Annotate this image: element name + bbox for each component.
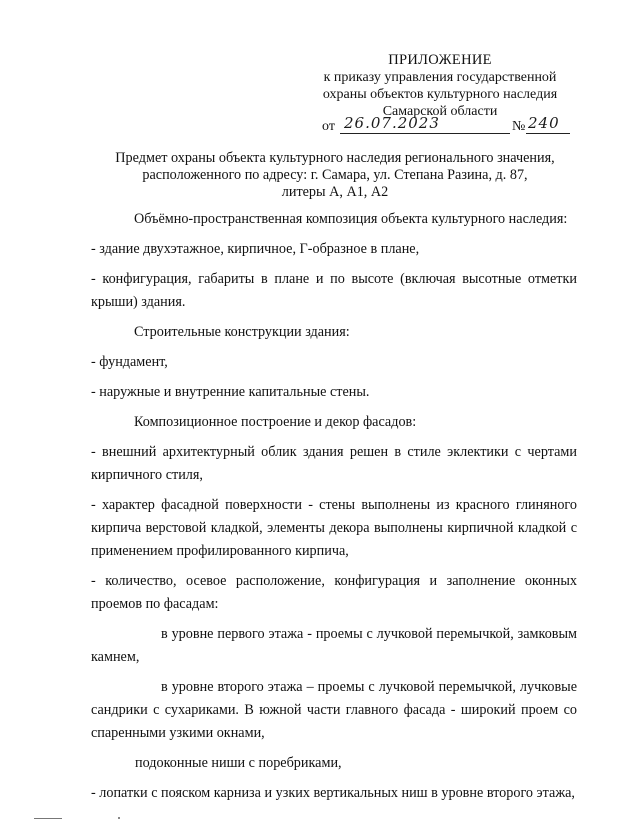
footer-dot bbox=[118, 817, 120, 819]
paragraph-window-openings: - количество, осевое расположение, конфигурация и заполнение оконных проемов по фасадам: bbox=[91, 573, 577, 612]
document-body bbox=[91, 208, 577, 805]
paragraph-composition-heading: Объёмно-пространственная композиция объекта культурного наследия: bbox=[134, 211, 568, 227]
paragraph-pilasters: - лопатки с пояском карниза и узких вертикальных ниш в уровне второго этажа, bbox=[91, 785, 575, 801]
paragraph-structures-heading: Строительные конструкции здания: bbox=[134, 324, 350, 340]
number-field bbox=[526, 116, 570, 134]
date-field bbox=[340, 116, 510, 134]
appendix-line-3: Самарской области bbox=[382, 104, 498, 119]
footer-mark bbox=[34, 818, 62, 819]
paragraph-window-niches: подоконные ниши с поребриками, bbox=[135, 755, 342, 771]
subject-line-2: расположенного по адресу: г. Самара, ул. Степана Разина, д. 87, bbox=[142, 167, 528, 183]
paragraph-first-floor: в уровне первого этажа - проемы с лучковой перемычкой, замковым камнем, bbox=[91, 626, 577, 665]
document-subject bbox=[100, 150, 570, 201]
from-label: от bbox=[322, 119, 335, 134]
number-label: № bbox=[512, 119, 526, 134]
paragraph-facade-surface: - характер фасадной поверхности - стены выполнены из красного глиняного кирпича верстовой кладкой, элементы декора выполнены кирпичной кладкой с применением профилированного кирпича, bbox=[91, 497, 577, 559]
subject-line-3: литеры А, А1, А2 bbox=[281, 184, 389, 200]
order-reference bbox=[322, 116, 572, 136]
paragraph-facades-heading: Композиционное построение и декор фасадов: bbox=[134, 414, 417, 430]
paragraph-configuration: - конфигурация, габариты в плане и по высоте (включая высотные отметки крыши) здания. bbox=[91, 271, 577, 310]
paragraph-second-floor: в уровне второго этажа – проемы с лучковой перемычкой, лучковые сандрики с сухариками. В южной части главного фасада - широкий проем со спаренными узкими окнами, bbox=[91, 679, 577, 741]
handwritten-date: 26.07.2023 bbox=[344, 114, 440, 132]
paragraph-walls: - наружные и внутренние капитальные стены. bbox=[91, 384, 370, 400]
paragraph-architectural-style: - внешний архитектурный облик здания решен в стиле эклектики с чертами кирпичного стиля, bbox=[91, 444, 577, 483]
paragraph-foundation: - фундамент, bbox=[91, 354, 168, 370]
subject-line-1: Предмет охраны объекта культурного наследия регионального значения, bbox=[115, 150, 555, 166]
handwritten-number: 240 bbox=[528, 114, 560, 132]
appendix-header bbox=[300, 52, 580, 120]
appendix-line-1: к приказу управления государственной bbox=[323, 70, 557, 85]
appendix-line-2: охраны объектов культурного наследия bbox=[322, 87, 558, 102]
appendix-title: ПРИЛОЖЕНИЕ bbox=[388, 52, 492, 68]
paragraph-building-type: - здание двухэтажное, кирпичное, Г-образное в плане, bbox=[91, 241, 420, 257]
